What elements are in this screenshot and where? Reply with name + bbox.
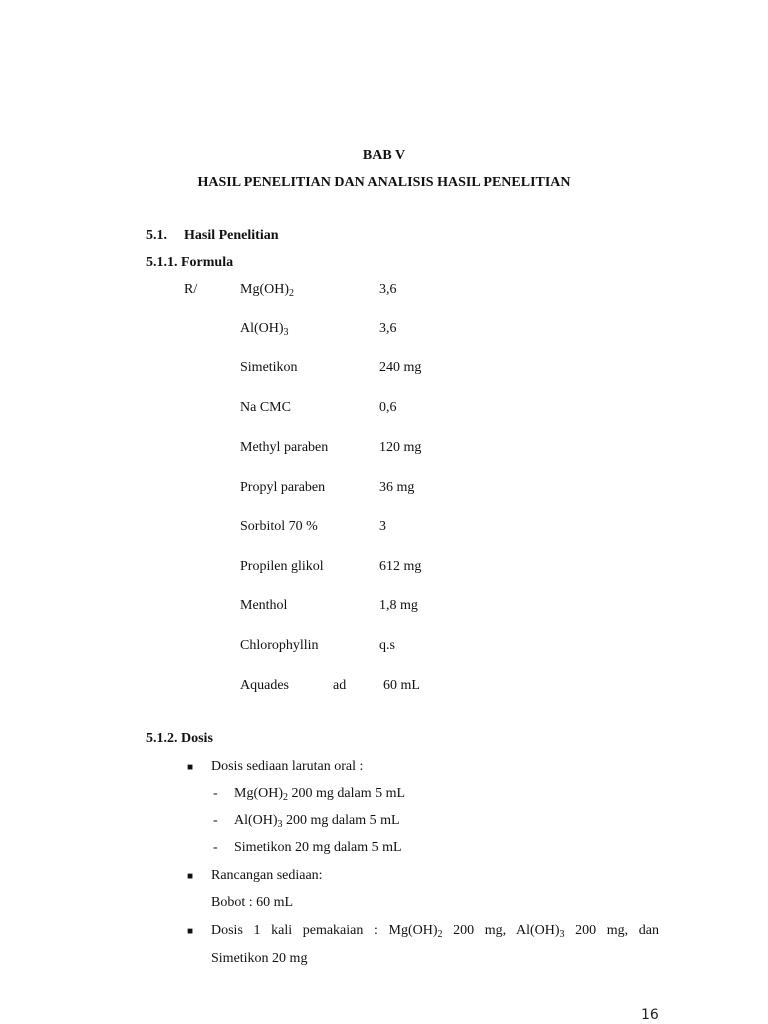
formula-name: Propyl paraben — [240, 480, 326, 495]
section-5-1-2-title: 5.1.2. Dosis — [146, 731, 213, 746]
dash-icon: - — [213, 786, 218, 801]
dosis-bullet-1: Dosis sediaan larutan oral : — [211, 759, 364, 774]
formula-value: 0,6 — [379, 400, 397, 415]
formula-prefix: R/ — [184, 282, 198, 297]
formula-name-mg-oh2: $Mg(OH)_2$ — [240, 282, 294, 299]
bullet-icon: ■ — [187, 926, 194, 937]
chapter-title: HASIL PENELITIAN DAN ANALISIS HASIL PENELITIAN — [197, 175, 571, 190]
formula-value: 36 mg — [379, 480, 415, 495]
formula-value: 612 mg — [379, 559, 422, 574]
formula-name: Menthol — [240, 598, 288, 613]
dosis-bullet-3: Dosis 1 kali pemakaian : $Mg(OH)_2$ 200 mg, $Al(OH)_3$ 200 mg, dan — [211, 923, 659, 940]
formula-name: Sorbitol 70 % — [240, 519, 318, 534]
dosis-bullet-2-line-2: Bobot : 60 mL — [211, 895, 294, 910]
formula-ad: ad — [333, 678, 347, 693]
dosis-bullet-2: Rancangan sediaan: — [211, 868, 323, 883]
formula-name-aquades: Aquades — [240, 678, 289, 693]
dosis-bullet-3-line-2: Simetikon 20 mg — [211, 951, 308, 966]
section-5-1-1-title: 5.1.1. Formula — [146, 255, 234, 270]
formula-name: Propilen glikol — [240, 559, 324, 574]
formula-name: Methyl paraben — [240, 440, 329, 455]
dosis-item-mg: $Mg(OH)_2$ 200 mg dalam 5 mL — [234, 786, 406, 803]
bullet-icon: ■ — [187, 762, 194, 773]
dash-icon: - — [213, 840, 218, 855]
formula-name: Simetikon — [240, 360, 298, 375]
formula-value: 120 mg — [379, 440, 422, 455]
formula-value-mg-oh2: 3,6 — [379, 282, 397, 297]
section-5-1-number: 5.1. — [146, 228, 167, 243]
formula-value: q.s — [379, 638, 395, 653]
formula-value-aquades: 60 mL — [383, 678, 420, 693]
formula-value-al-oh3: 3,6 — [379, 321, 397, 336]
bullet-icon: ■ — [187, 871, 194, 882]
formula-name-al-oh3: $Al(OH)_3$ — [240, 321, 289, 338]
dosis-item-al: $Al(OH)_3$ 200 mg dalam 5 mL — [234, 813, 400, 830]
chapter-number: BAB V — [362, 148, 406, 163]
formula-value: 240 mg — [379, 360, 422, 375]
formula-value: 3 — [379, 519, 386, 534]
formula-name: Na CMC — [240, 400, 291, 415]
formula-value: 1,8 mg — [379, 598, 418, 613]
dosis-item-simetikon: Simetikon 20 mg dalam 5 mL — [234, 840, 402, 855]
dash-icon: - — [213, 813, 218, 828]
section-5-1-title: Hasil Penelitian — [184, 228, 279, 243]
page-number: 16 — [641, 1007, 659, 1023]
formula-name: Chlorophyllin — [240, 638, 319, 653]
